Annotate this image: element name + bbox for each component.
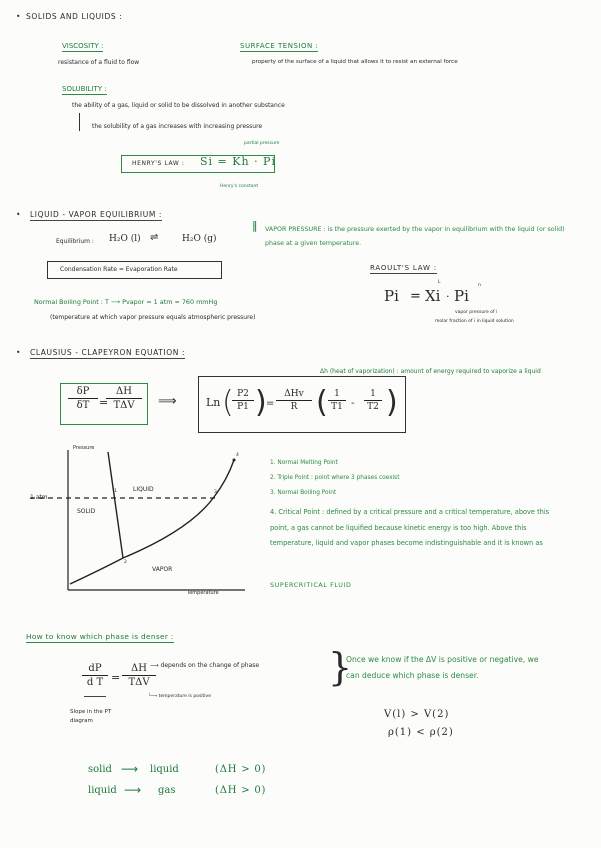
point-2: 2	[124, 560, 127, 565]
rate-box-text: Condensation Rate = Evaporation Rate	[60, 266, 178, 273]
eq1-rhs-num: ΔH	[116, 386, 132, 397]
brace-text: Once we know if the ΔV is positive or negative, we can deduce which phase is denser.	[346, 655, 539, 680]
solubility-definition: the ability of a gas, liquid or solid to be dissolved in another substance	[72, 102, 285, 109]
viscosity-definition: resistance of a fluid to flow	[58, 59, 140, 66]
equation-left: H₂O (l)	[109, 234, 141, 244]
arrow-note-temperature: └⟶ temperature is positive	[148, 694, 211, 699]
solubility-label: SOLUBILITY :	[62, 85, 107, 93]
r-const: R	[290, 402, 298, 412]
implies-arrow: ⟹	[158, 394, 177, 409]
minus-sign: -	[351, 398, 355, 409]
p2: P2	[237, 389, 249, 399]
liquid-gas-cond: (ΔH > 0)	[215, 785, 267, 796]
liquid-gas-arrow: ⟶	[124, 783, 142, 797]
density-relation: ρ(1) < ρ(2)	[388, 727, 454, 738]
eq1-num: δP	[76, 386, 90, 397]
henry-note-partial-pressure: partial pressure	[244, 141, 280, 146]
raoult-xi: Xi	[425, 287, 441, 305]
region-solid: SOLID	[77, 508, 96, 515]
viscosity-label: VISCOSITY :	[62, 42, 104, 50]
paren-open-2: (	[316, 385, 328, 420]
equilibrium-arrows: ⇌	[150, 232, 159, 243]
raoult-dot: ·	[446, 290, 450, 303]
point-3: 3	[214, 490, 217, 495]
note-1: 1. Normal Melting Point	[270, 460, 338, 466]
arrow-note-temperature-text: temperature is positive	[158, 694, 211, 699]
boiling-point-note: (temperature at which vapor pressure equals atmospheric pressure)	[50, 314, 256, 321]
equilibrium-label: Equilibrium :	[56, 238, 94, 245]
point-4: 4	[236, 453, 239, 458]
note-4: 4. Critical Point : defined by a critical pressure and a critical temperature, above this point, a gas cannot be liquified because kinetic energy is too high. Above this temperature, liquid and vapor phases become indistinguishable and it is known as	[270, 508, 550, 548]
region-vapor: VAPOR	[152, 566, 173, 573]
surface-tension-label: SURFACE TENSION :	[240, 42, 319, 50]
paren-close-2: )	[386, 385, 398, 420]
slope-underline	[84, 696, 106, 697]
slope-note: Slope in the PT diagram	[70, 709, 112, 724]
raoult-sup-n: n	[478, 283, 481, 288]
critical-point-dot	[233, 459, 236, 462]
henry-note-constant: Henry's constant	[220, 184, 259, 189]
dp: dP	[88, 663, 102, 674]
region-liquid: LIQUID	[133, 486, 154, 493]
t1: T1	[331, 402, 343, 412]
one-b: 1	[370, 389, 376, 399]
fusion-curve	[108, 452, 123, 558]
vapor-pressure-definition: VAPOR PRESSURE : is the pressure exerted by the vapor in equilibrium with the liquid (or solid) phase at a given temperature.	[265, 226, 565, 247]
arrow-note-phase: ⟶ depends on the change of phase	[150, 662, 260, 669]
raoult-lhs: Pi	[384, 287, 399, 305]
section-bullet: •	[16, 348, 22, 357]
temperature-axis-label: Temperature	[187, 590, 219, 596]
one-a: 1	[334, 389, 340, 399]
t2: T2	[367, 402, 379, 412]
eq1-den: δT	[76, 400, 90, 411]
note-2: 2. Triple Point : point where 3 phases coexist	[270, 475, 400, 481]
solubility-pressure-note: the solubility of a gas increases with increasing pressure	[92, 123, 263, 130]
henry-law-label: HENRY'S LAW :	[132, 160, 185, 167]
vapor-pressure-marker: ‖	[252, 219, 258, 232]
supercritical-fluid: SUPERCRITICAL FLUID	[270, 581, 352, 589]
equation-right: H₂O (g)	[182, 234, 217, 244]
solid-liquid-cond: (ΔH > 0)	[215, 764, 267, 775]
liquid-label: liquid	[150, 764, 179, 775]
pressure-axis-label: Pressure	[73, 445, 95, 451]
eq1-rhs-den: TΔV	[113, 400, 135, 411]
solid-label: solid	[88, 764, 112, 775]
section4-equals: =	[111, 671, 121, 684]
eq2-equals: =	[266, 398, 275, 409]
dh: ΔH	[131, 663, 147, 674]
dt: d T	[86, 677, 104, 688]
surface-tension-definition: property of the surface of a liquid that allows it to resist an external force	[252, 59, 458, 65]
sublimation-curve	[70, 558, 123, 584]
tdv: TΔV	[128, 677, 150, 688]
raoult-pi: Pi	[454, 287, 469, 305]
raoult-note-vapor: vapor pressure of i	[455, 310, 498, 315]
solid-liquid-arrow: ⟶	[121, 762, 139, 776]
liquid-label-2: liquid	[88, 785, 117, 796]
dp-dt	[82, 663, 108, 688]
ln-label: Ln	[206, 396, 221, 409]
section1-heading: SOLIDS AND LIQUIDS :	[26, 12, 123, 21]
gas-label: gas	[158, 785, 176, 796]
vaporization-curve	[123, 460, 234, 558]
raoult-sup-l: L	[438, 280, 441, 285]
raoult-law-title: RAOULT'S LAW :	[370, 264, 437, 272]
raoult-note-molar: molar fraction of i in liquid solution	[435, 319, 514, 324]
arrow-note-phase-text: depends on the change of phase	[160, 662, 260, 669]
section-bullet: •	[16, 12, 22, 21]
raoult-equals: =	[410, 289, 421, 304]
eq1-equals: =	[99, 396, 109, 409]
section2-heading: LIQUID - VAPOR EQUILIBRIUM :	[30, 210, 163, 219]
section-bullet: •	[16, 210, 22, 219]
paren-close: )	[255, 385, 267, 420]
point-1: 1	[114, 489, 117, 494]
delta-h-note: Δh (heat of vaporization) : amount of energy required to vaporize a liquid	[320, 368, 541, 375]
paren-open: (	[222, 385, 234, 420]
volume-relation: V(l) > V(2)	[384, 709, 450, 720]
boiling-point: Normal Boiling Point : T ⟶ Pvapor = 1 atm = 760 mmHg	[34, 298, 218, 306]
section4-heading: How to know which phase is denser :	[26, 632, 174, 641]
dhv: ΔHv	[284, 389, 304, 399]
one-atm-label: 1 atm	[30, 494, 48, 501]
section3-heading: CLAUSIUS - CLAPEYRON EQUATION :	[30, 348, 186, 357]
p1: P1	[237, 402, 249, 412]
henry-law-formula: Si = Kh · Pi	[200, 155, 276, 168]
note-3: 3. Normal Boiling Point	[270, 490, 337, 496]
brace: }	[328, 645, 353, 689]
